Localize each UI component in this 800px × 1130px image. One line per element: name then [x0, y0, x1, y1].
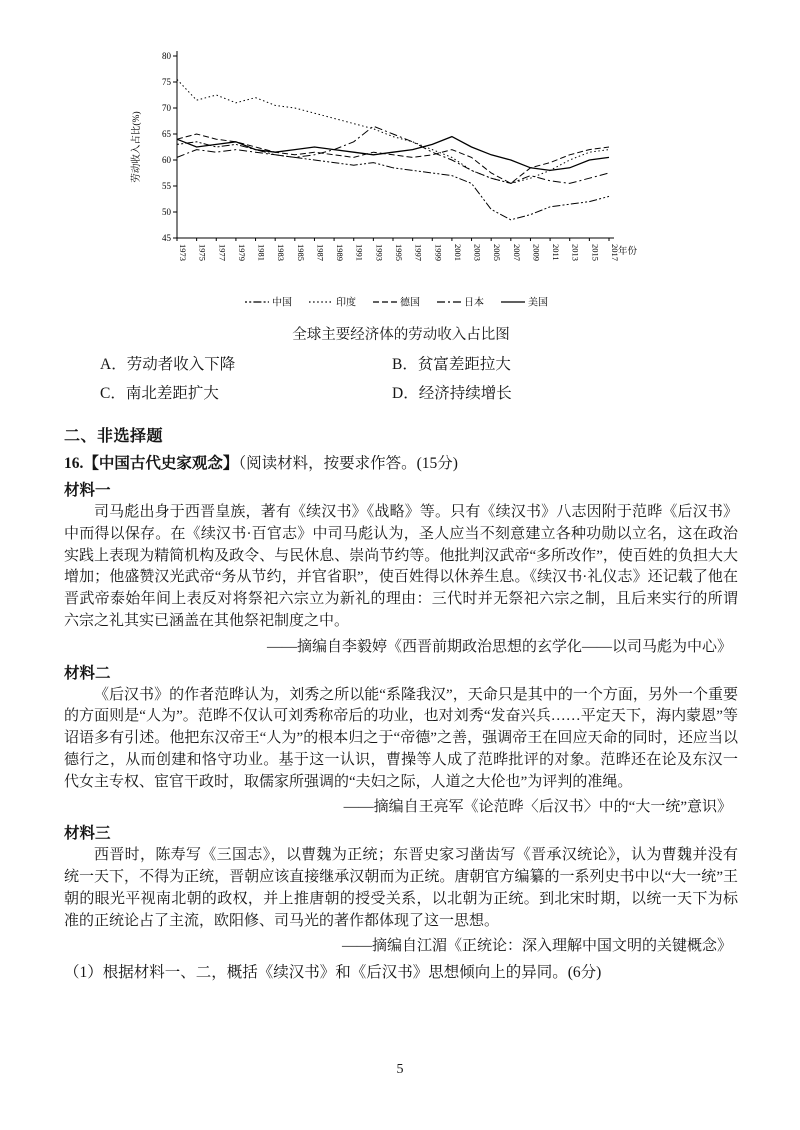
svg-text:2011: 2011 — [551, 244, 562, 261]
page-number: 5 — [396, 1062, 404, 1077]
svg-text:1997: 1997 — [413, 244, 424, 261]
svg-text:60: 60 — [162, 155, 171, 165]
material-2 — [64, 661, 738, 817]
material-1 — [64, 478, 738, 656]
question-16-number: 16. — [64, 455, 84, 472]
svg-text:2015: 2015 — [590, 244, 601, 261]
sub-question-1: （1）根据材料一、二，概括《续汉书》和《后汉书》思想倾向上的异同。(6分) — [64, 964, 602, 982]
svg-text:1973: 1973 — [178, 244, 188, 261]
svg-text:50: 50 — [162, 207, 171, 217]
svg-text:1991: 1991 — [354, 244, 365, 261]
svg-text:1993: 1993 — [374, 244, 385, 261]
material-2-title: 材料二 — [64, 664, 111, 682]
material-1-source: ——摘编自李毅婷《西晋前期政治思想的玄学化——以司马彪为中心》 — [266, 638, 732, 655]
option-a: A．劳动者收入下降 — [100, 356, 236, 373]
svg-text:美国: 美国 — [528, 297, 548, 309]
svg-text:1975: 1975 — [197, 244, 208, 261]
material-3 — [64, 821, 738, 955]
option-d: D．经济持续增长 — [392, 385, 512, 402]
svg-text:55: 55 — [162, 181, 171, 191]
option-c: C．南北差距扩大 — [100, 385, 219, 402]
svg-text:1989: 1989 — [335, 244, 346, 261]
material-3-text: 西晋时，陈寿写《三国志》，以曹魏为正统；东晋史家习凿齿写《晋承汉统论》，认为曹魏并没有统一天下，不得为正统，晋朝应该直接继承汉朝而为正统。唐朝官方编纂的一系列史书中以“大一统”王朝的眼光平视南北朝的政权，并上推唐朝的授受关系，以北朝为正统。到北宋时期，以统一天下为标准的正统论占了主流，欧阳修、司马光的著作都体现了这一思想。 — [64, 847, 738, 929]
svg-text:1979: 1979 — [236, 244, 247, 261]
material-1-title: 材料一 — [64, 482, 111, 499]
svg-text:1999: 1999 — [433, 244, 444, 261]
svg-text:2001: 2001 — [452, 244, 463, 261]
svg-text:75: 75 — [162, 77, 171, 87]
svg-text:2005: 2005 — [492, 244, 503, 261]
svg-text:45: 45 — [162, 233, 171, 243]
svg-text:1981: 1981 — [256, 244, 267, 261]
material-3-source: ——摘编自江湄《正统论：深入理解中国文明的关键概念》 — [341, 938, 732, 955]
material-3-title: 材料三 — [64, 825, 111, 843]
labor-income-share-chart — [127, 44, 675, 318]
section-heading: 二、非选择题 — [64, 428, 164, 445]
svg-text:中国: 中国 — [272, 297, 292, 309]
svg-text:2007: 2007 — [511, 244, 522, 261]
material-1-text: 司马彪出身于西晋皇族，著有《续汉书》《战略》等。只有《续汉书》八志因附于范晔《后汉书》中而得以保存。在《续汉书·百官志》中司马彪认为，圣人应当不刻意建立各种功勋以立名，这在政治实践上表现为精简机构及政令、与民休息、崇尚节约等。他批判汉武帝“多所改作”，使百姓的负担大大增加；他盛赞汉光武帝“务从节约，并官省职”，使百姓得以休养生息。《续汉书·礼仪志》还记载了他在晋武帝泰始年间上表反对将祭祀六宗立为新礼的理由：三代时并无祭祀六宗之制，且后来实行的所谓六宗之礼其实已涵盖在其他祭祀制度之中。 — [64, 504, 738, 629]
svg-text:70: 70 — [162, 103, 171, 113]
chart-caption: 全球主要经济体的劳动收入占比图 — [292, 327, 510, 343]
svg-text:80: 80 — [162, 51, 171, 61]
svg-text:2013: 2013 — [570, 244, 581, 261]
question-16-instruction: （阅读材料，按要求作答。(15分) — [238, 455, 458, 472]
svg-text:1987: 1987 — [315, 244, 326, 261]
svg-text:德国: 德国 — [400, 297, 420, 309]
svg-text:2009: 2009 — [531, 244, 542, 261]
question-16-topic: 【中国古代史家观念】 — [83, 455, 239, 472]
svg-text:2003: 2003 — [472, 244, 483, 261]
svg-text:年份: 年份 — [618, 247, 638, 257]
material-2-source: ——摘编自王亮军《论范晔〈后汉书〉中的“大一统”意识》 — [343, 799, 732, 816]
material-2-text: 《后汉书》的作者范晔认为，刘秀之所以能“系隆我汉”，天命只是其中的一个方面，另外一个重要的方面则是“人为”。范晔不仅认可刘秀称帝后的功业，也对刘秀“发奋兴兵……平定天下，海内蒙恩”等诏语多有引述。他把东汉帝王“人为”的根本归之于“帝德”之善，强调帝王在回应天命的同时，还应当以德行之，从而创建和恪守功业。基于这一认识，曹操等人成了范晔批评的对象。范晔还在论及东汉一代女主专权、宦官干政时，取儒家所强调的“夫妇之际，人道之大伦也”为评判的准绳。 — [64, 686, 738, 790]
svg-text:1977: 1977 — [217, 244, 228, 261]
svg-text:65: 65 — [162, 129, 171, 139]
question-16-stem — [64, 451, 738, 473]
svg-text:1985: 1985 — [295, 244, 306, 261]
svg-text:1983: 1983 — [276, 244, 287, 261]
chart-block — [127, 44, 675, 344]
svg-text:2017: 2017 — [610, 244, 620, 261]
svg-text:日本: 日本 — [464, 297, 484, 309]
svg-text:1995: 1995 — [394, 244, 404, 261]
option-b: B．贫富差距拉大 — [392, 356, 511, 373]
svg-text:劳动收入占比(%): 劳动收入占比(%) — [132, 111, 142, 183]
answer-options — [100, 352, 738, 403]
svg-text:印度: 印度 — [336, 297, 356, 309]
